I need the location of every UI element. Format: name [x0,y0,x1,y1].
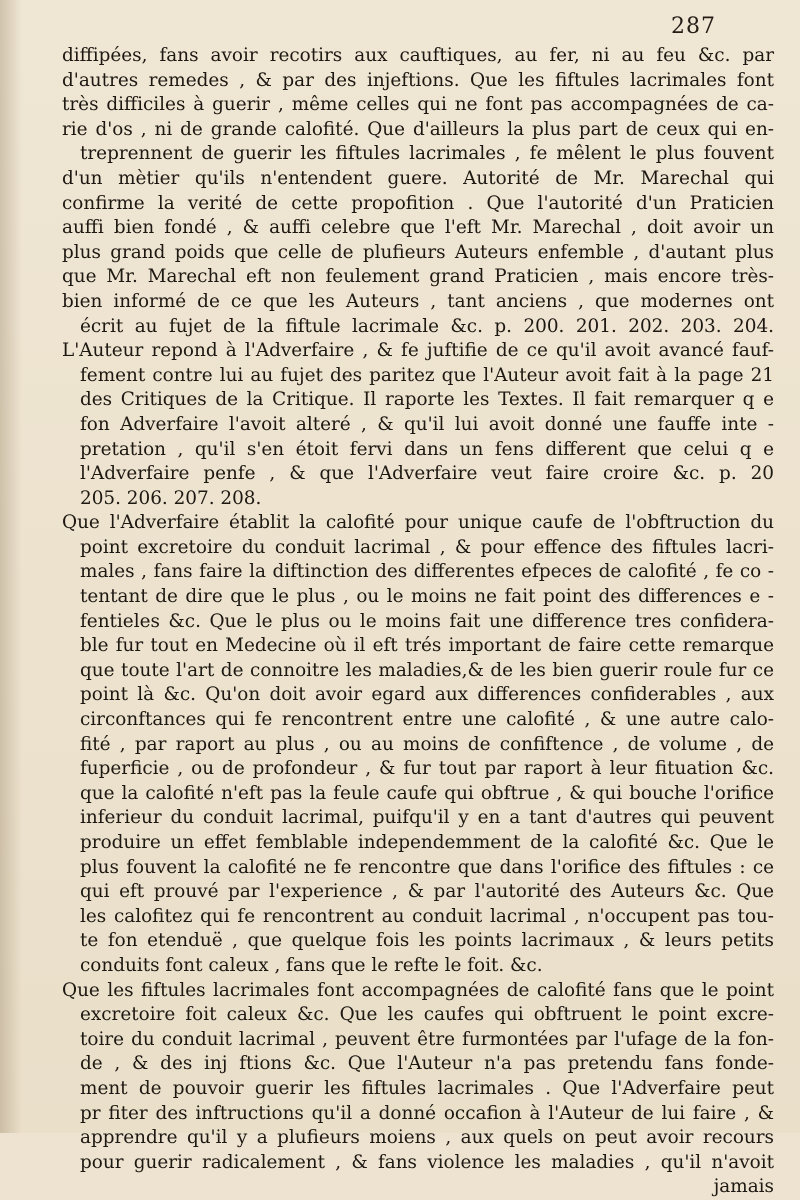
text-line: auffi bien fondé , & auffi celebre que l'eft Mr. Marechal , doit avoir un [62,217,774,239]
text-line: fité , par raport au plus , ou au moins de confiftence , de volume , de [80,733,774,755]
text-line: rie d'os , ni de grande calofité. Que d'ailleurs la plus part de ceux qui en- [62,118,774,140]
text-line: plus fouvent la calofité ne fe rencontre que dans l'orifice des fiftules : ce [80,856,774,878]
text-line: treprennent de guerir les fiftules lacrimales , fe mêlent le plus fouvent [80,143,774,165]
text-line: toire du conduit lacrimal , peuvent être furmontées par l'ufage de la fon- [80,1028,774,1050]
text-line: l'Adverfaire penfe , & que l'Adverfaire veut faire croire &c. p. 20 [80,463,774,485]
text-line: L'Auteur repond à l'Adverfaire , & fe juftifie de ce qu'il avoit avancé fauf- [62,340,774,362]
text-line: excretoire foit caleux &c. Que les caufes qui obftruent le point excre- [80,1004,774,1026]
text-line: fement contre lui au fujet des paritez que l'Auteur avoit fait à la page 21 [80,364,774,386]
text-line: que la calofité n'eft pas la feule caufe qui obftrue , & qui bouche l'orifice [80,782,774,804]
text-line: ble fur tout en Medecine où il eft trés important de faire cette remarque [80,635,774,657]
text-line: que toute l'art de connoitre les maladies,& de les bien guerir roule fur ce [80,659,774,681]
text-line: des Critiques de la Critique. Il raporte les Textes. Il fait remarquer q e [80,389,774,411]
text-line: bien informé de ce que les Auteurs , tant anciens , que modernes ont [62,290,774,312]
text-line: de , & des inj ftions &c. Que l'Auteur n'a pas pretendu fans fonde- [80,1053,774,1075]
text-line: fentieles &c. Que le plus ou le moins fait une difference tres confidera- [80,610,774,632]
text-line: fon Adverfaire l'avoit alteré , & qu'il lui avoit donné une fauffe inte - [80,413,774,435]
text-line: inferieur du conduit lacrimal, puifqu'il y en a tant d'autres qui peuvent [80,807,774,829]
text-line: apprendre qu'il y a plufieurs moiens , aux quels on peut avoir recours [80,1127,774,1149]
text-line: écrit au fujet de la fiftule lacrimale &c. p. 200. 201. 202. 203. 204. [80,315,774,337]
text-line: qui eft prouvé par l'experience , & par l'autorité des Auteurs &c. Que [80,881,774,903]
binding-shadow [0,0,22,1133]
text-line: tentant de dire que le plus , ou le moins ne fait point des differences e - [80,586,774,608]
text-line: que Mr. Marechal eft non feulement grand Praticien , mais encore très- [62,266,774,288]
text-line: ment de pouvoir guerir les fiftules lacrimales . Que l'Adverfaire peut [80,1077,774,1099]
body-text [62,44,774,1200]
text-line: d'un mètier qu'ils n'entendent guere. Autorité de Mr. Marechal qui [62,167,774,189]
page-number: 287 [671,14,716,39]
text-line: les calofitez qui fe rencontrent au conduit lacrimal , n'occupent pas tou- [80,905,774,927]
text-line: circonftances qui fe rencontrent entre une calofité , & une autre calo- [80,709,774,731]
text-line: pr fiter des inftructions qu'il a donné occafion à l'Auteur de lui faire , & [80,1102,774,1124]
text-line: fuperficie , ou de profondeur , & fur tout par raport à leur fituation &c. [80,758,774,780]
text-line: 205. 206. 207. 208. [80,487,262,509]
text-line: Que les fiftules lacrimales font accompagnées de calofité fans que le point [62,979,774,1001]
text-line: pour guerir radicalement , & fans violence les maladies , qu'il n'avoit [80,1151,774,1173]
text-line: conduits font caleux , fans que le refte le foit. &c. [80,954,543,976]
text-line: diffipées, fans avoir recotirs aux cauftiques, au fer, ni au feu &c. par [62,45,774,66]
catchword: jamais [713,1176,774,1198]
text-line: produire un effet femblable independemment de la calofité &c. Que le [80,832,774,853]
text-line: d'autres remedes , & par des injeftions. Que les fiftules lacrimales font [62,69,774,91]
text-line: confirme la verité de cette propofition . Que l'autorité d'un Praticien [62,192,774,214]
text-line: pretation , qu'il s'en étoit fervi dans un fens different que celui q e [80,438,774,460]
text-line: point excretoire du conduit lacrimal , & pour effence des fiftules lacri- [80,536,774,558]
text-line: Que l'Adverfaire établit la calofité pour unique caufe de l'obftruction du [62,512,774,534]
text-line: te fon etenduë , que quelque fois les points lacrimaux , & leurs petits [80,930,774,952]
text-line: très difficiles à guerir , même celles qui ne font pas accompagnées de ca- [62,94,774,116]
text-line: males , fans faire la diftinction des differentes efpeces de calofité , fe co - [80,561,774,583]
text-line: point là &c. Qu'on doit avoir egard aux differences confiderables , aux [80,684,774,706]
text-line: plus grand poids que celle de plufieurs Auteurs enfemble , d'autant plus [62,241,774,263]
